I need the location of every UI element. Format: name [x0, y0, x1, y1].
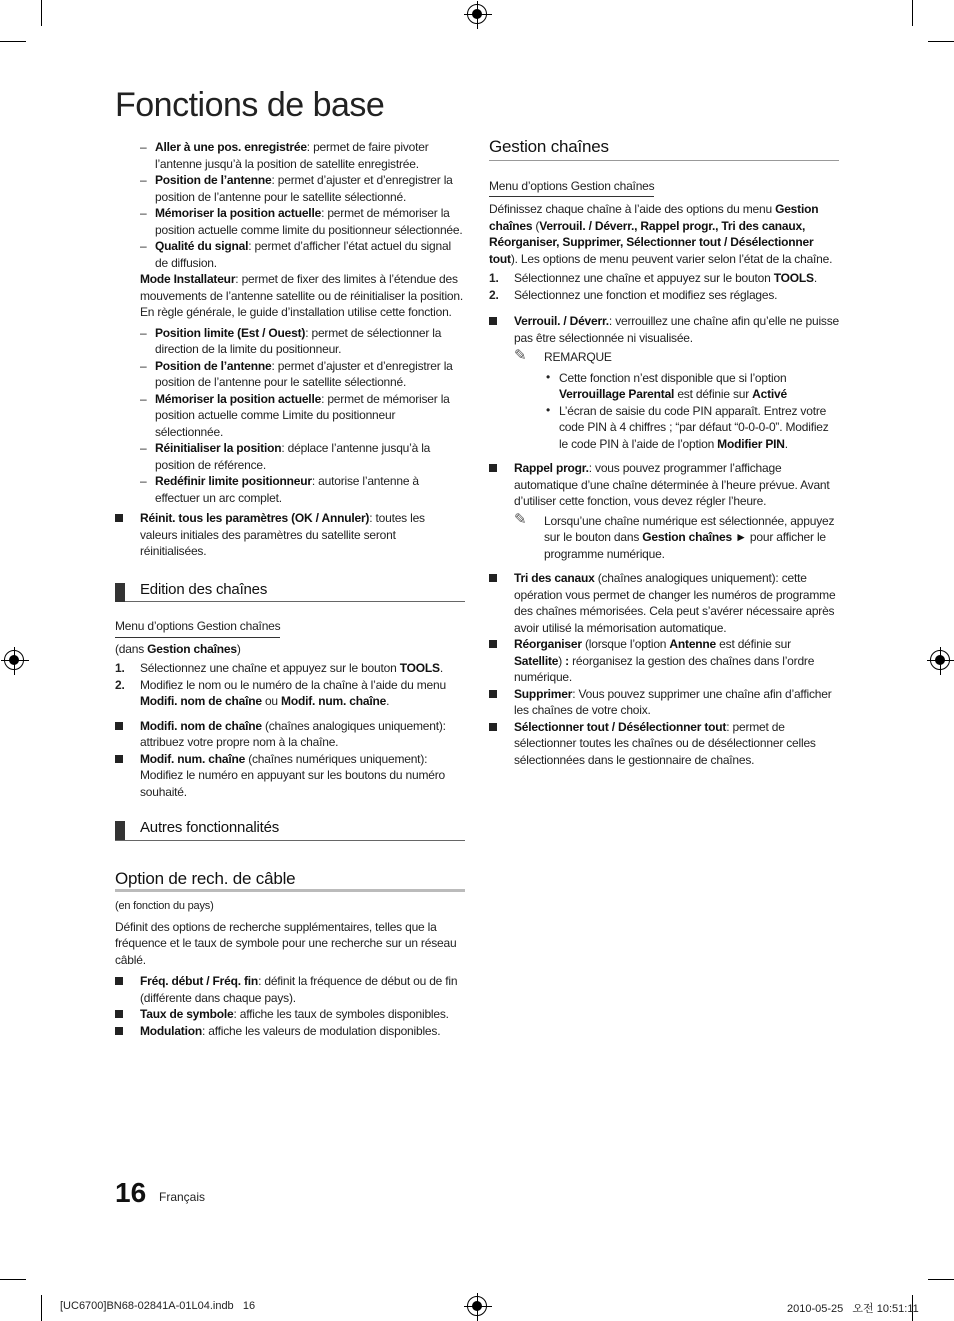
step-item: 2. Modifiez le nom ou le numéro de la chaîne à l’aide du menu Modifi. nom de chaîne ou Modif. num. chaîne.: [115, 677, 446, 708]
list-item: Réorganiser (lorsque l’option Antenne est définie sur Satellite) : réorganisez la gestion des chaînes dans l’ordre numérique.: [489, 636, 839, 686]
page-language: Français: [159, 1190, 206, 1204]
right-column: [489, 139, 839, 768]
page-title: Fonctions de base: [115, 86, 385, 124]
crop-mark: [0, 41, 26, 42]
square-bullet-icon: [115, 755, 123, 763]
list-item: – Position de l’antenne: permet d’ajuster et d’enregistrer la position de l’antenne pour le satellite sélectionné.: [140, 358, 465, 391]
note-item: • L’écran de saisie du code PIN apparaît. Entrez votre code PIN à 4 chiffres ; “par défaut “0-0-0-0”. Modifiez le code PIN à l’aide de l’option Modifier PIN.: [544, 403, 839, 453]
crop-mark: [912, 0, 913, 26]
step-item: 2. Sélectionnez une fonction et modifiez ses réglages.: [489, 287, 778, 302]
list-item: – Redéfinir limite positionneur: autorise l’antenne à effectuer un arc complet.: [140, 473, 465, 506]
list-item: Fréq. début / Fréq. fin: définit la fréquence de début ou de fin (différente dans chaque pays).: [115, 973, 465, 1006]
registration-mark-icon: [467, 1296, 487, 1316]
pencil-note-icon: ✎: [514, 510, 527, 528]
note-item: ✎ Lorsqu’une chaîne numérique est sélectionnée, appuyez sur le bouton dans Gestion chaînes ► pour afficher le programme numérique.: [514, 510, 835, 561]
registration-mark-icon: [467, 4, 487, 24]
dash-list-2: [115, 325, 465, 507]
section-title: Gestion chaînes: [489, 139, 839, 161]
print-file-name: [UC6700]BN68-02841A-01L04.indb 16: [60, 1300, 256, 1312]
step-item: 1. Sélectionnez une chaîne et appuyez sur le bouton TOOLS.: [489, 271, 817, 285]
section-title: Option de rech. de câble: [115, 871, 465, 893]
gestion-intro: Définissez chaque chaîne à l’aide des options du menu Gestion chaînes (Verrouil. / Déverr., Rappel progr., Tri des canaux, Réorganiser, Supprimer, Sélectionner tout / Désélectionner tout). Les options de menu peuvent varier selon l’état de la chaîne.: [489, 202, 833, 266]
crop-mark: [41, 0, 42, 26]
edition-dans: (dans Gestion chaînes): [115, 641, 241, 656]
list-item: Supprimer: Vous pouvez supprimer une chaîne afin d’afficher les chaînes de votre choix.: [489, 686, 839, 719]
list-item: – Position de l’antenne: permet d’ajuster et d’enregistrer la position de l’antenne pour le satellite sélectionné.: [140, 172, 465, 205]
cable-pays: (en fonction du pays): [115, 900, 214, 912]
list-item: – Position limite (Est / Ouest): permet de sélectionner la direction de la limite du positionneur.: [140, 325, 465, 358]
step-item: 1. Sélectionnez une chaîne et appuyez sur le bouton TOOLS.: [115, 661, 443, 675]
mode-installateur: Mode Installateur: permet de fixer des limites à l’étendue des mouvements de l’antenne satellite ou de réinitialiser la position. En règle générale, le guide d’installation utilise cette fonction.: [140, 272, 463, 319]
square-bullet-icon: [115, 514, 123, 522]
list-item: Modif. num. chaîne (chaînes numériques uniquement): Modifiez le numéro en appuyant sur les boutons du numéro souhaité.: [115, 751, 465, 801]
list-item: Tri des canaux (chaînes analogiques uniquement): cette opération vous permet de changer les numéros de programme des chaînes mémorisées. Cela peut s’avérer nécessaire après avoir utilisé la mémorisation automatique.: [489, 570, 839, 636]
heading-bar-icon: [115, 821, 125, 840]
section-heading: Autres fonctionnalités: [115, 820, 465, 841]
square-bullet-icon: [489, 317, 497, 325]
left-column: [115, 139, 465, 1039]
list-item: – Aller à une pos. enregistrée: permet de faire pivoter l’antenne jusqu’à la position de satellite enregistrée.: [140, 139, 465, 172]
crop-mark: [928, 1279, 954, 1280]
square-bullet-icon: [489, 690, 497, 698]
square-bullet-icon: [489, 574, 497, 582]
list-item: – Réinitialiser la position: déplace l’antenne jusqu’à la position de référence.: [140, 440, 465, 473]
note-heading: ✎ REMARQUE: [514, 347, 612, 364]
list-item: Modifi. nom de chaîne (chaînes analogiques uniquement): attribuez votre propre nom à la chaîne.: [115, 718, 465, 751]
remarque-note: [489, 349, 839, 452]
list-item: Rappel progr.: vous pouvez programmer l’affichage automatique d’une chaîne déterminée à l’heure prévue. Avant d’utiliser cette fonction, vous devez régler l’heure.: [489, 460, 839, 510]
square-bullet-icon: [489, 464, 497, 472]
square-bullet-icon: [115, 1027, 123, 1035]
list-item: – Mémoriser la position actuelle: permet de mémoriser la position actuelle comme limite du positionneur sélectionnée.: [140, 205, 465, 238]
note-item: • Cette fonction n’est disponible que si l’option Verrouillage Parental est définie sur Activé: [544, 370, 839, 403]
registration-mark-icon: [930, 650, 950, 670]
crop-mark: [41, 1295, 42, 1321]
dash-list-1: [115, 139, 465, 271]
section-heading: Edition des chaînes: [115, 582, 465, 603]
registration-mark-icon: [4, 650, 24, 670]
list-item: Taux de symbole: affiche les taux de symboles disponibles.: [115, 1006, 465, 1023]
square-bullet-icon: [115, 977, 123, 985]
menu-caption: Menu d’options Gestion chaînes: [489, 178, 654, 198]
crop-mark: [0, 1279, 26, 1280]
square-bullet-icon: [115, 722, 123, 730]
list-item: Verrouil. / Déverr.: verrouillez une chaîne afin qu’elle ne puisse pas être sélectionnée ni visualisée.: [489, 313, 839, 346]
list-item: – Qualité du signal: permet d’afficher l’état actuel du signal de diffusion.: [140, 238, 465, 271]
cable-intro: Définit des options de recherche supplémentaires, telles que la fréquence et le taux de symbole pour une recherche sur un réseau câblé.: [115, 919, 457, 967]
crop-mark: [928, 41, 954, 42]
list-item: Sélectionner tout / Désélectionner tout: permet de sélectionner toutes les chaînes ou de désélectionner celles sélectionnées dans le gestionnaire de chaînes.: [489, 719, 839, 769]
list-item: – Mémoriser la position actuelle: permet de mémoriser la position actuelle comme Limite du positionneur sélectionnée.: [140, 391, 465, 441]
square-bullet-icon: [489, 640, 497, 648]
pencil-note-icon: ✎: [514, 347, 527, 364]
print-timestamp: 2010-05-25 오전 10:51:11: [787, 1303, 919, 1315]
menu-caption: Menu d’options Gestion chaînes: [115, 618, 280, 638]
list-item: Modulation: affiche les valeurs de modulation disponibles.: [115, 1023, 465, 1040]
list-item: Réinit. tous les paramètres (OK / Annuler): toutes les valeurs initiales des paramètres du satellite seront réinitialisées.: [115, 510, 465, 560]
page-number: 16: [115, 1177, 147, 1208]
square-bullet-icon: [489, 723, 497, 731]
square-bullet-icon: [115, 1010, 123, 1018]
heading-bar-icon: [115, 583, 125, 602]
